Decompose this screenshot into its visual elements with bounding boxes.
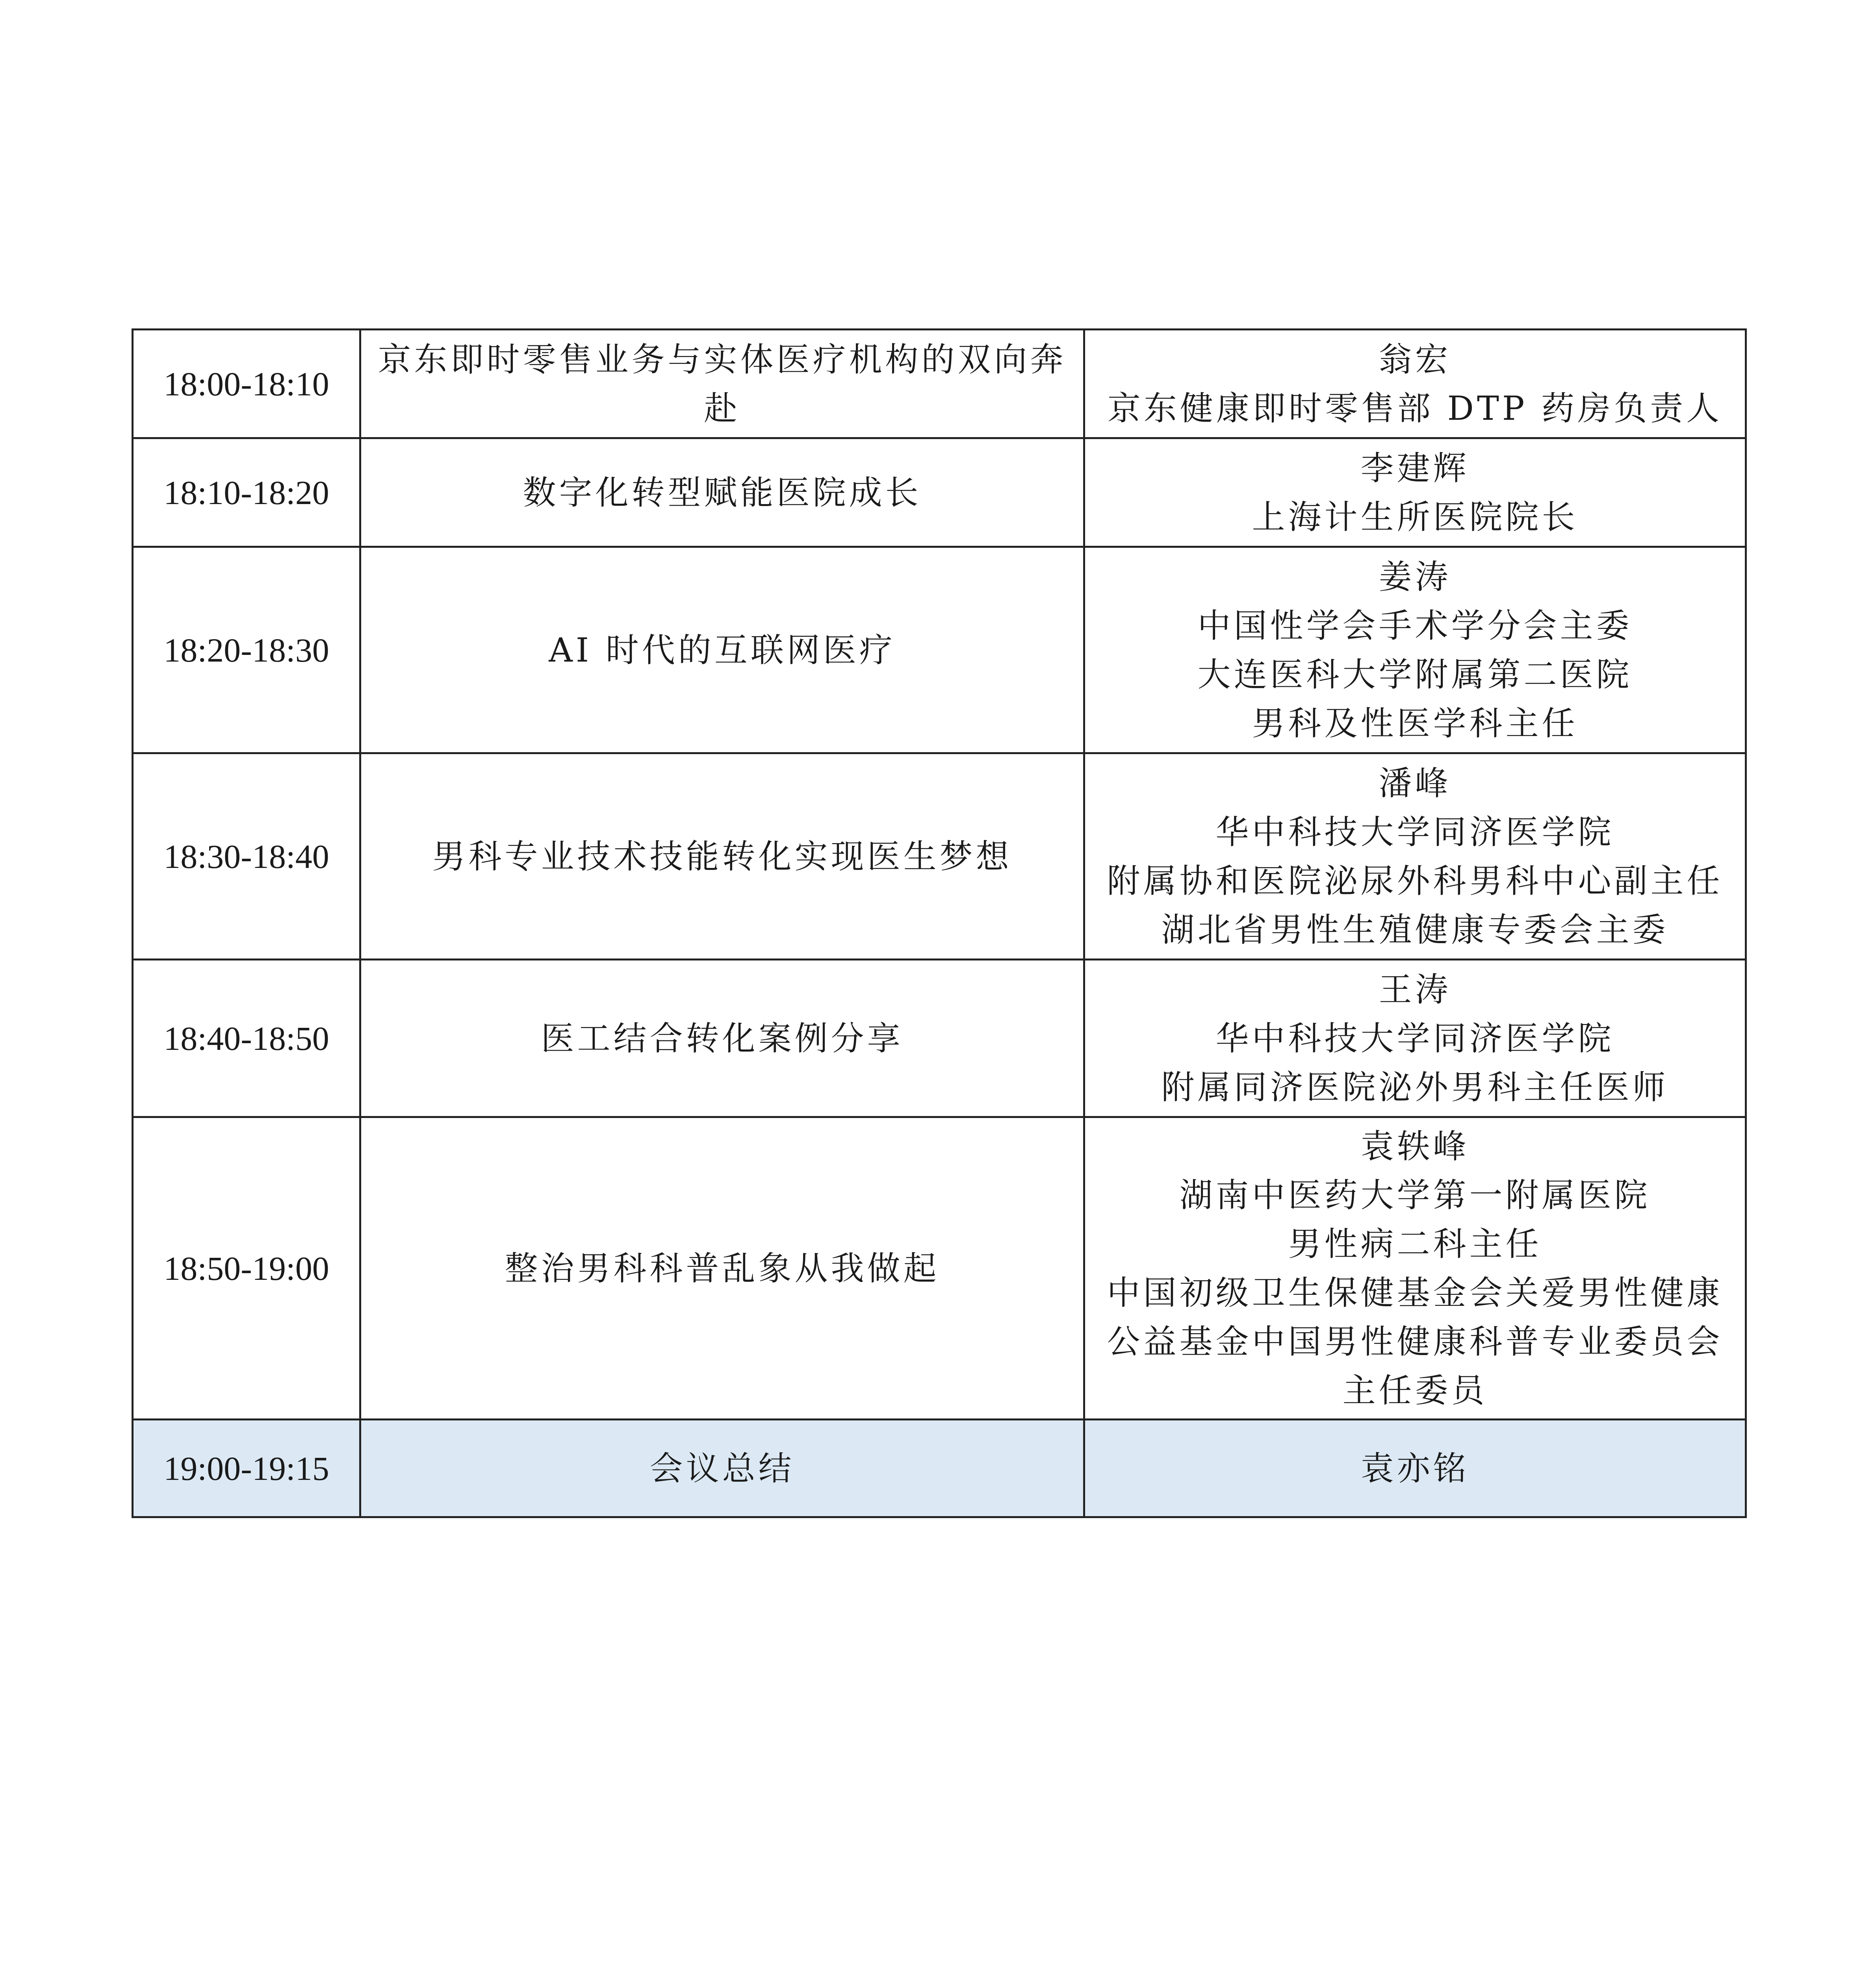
topic-cell: 数字化转型赋能医院成长 bbox=[360, 438, 1084, 547]
topic-cell: 京东即时零售业务与实体医疗机构的双向奔赴 bbox=[360, 330, 1084, 438]
topic-cell: 整治男科科普乱象从我做起 bbox=[360, 1117, 1084, 1420]
speaker-title: 中国性学会手术学分会主委 bbox=[1197, 606, 1633, 645]
speaker-title: 中国初级卫生保健基金会关爱男性健康 bbox=[1107, 1273, 1723, 1312]
speaker-cell bbox=[1084, 330, 1746, 438]
speaker-name: 李建辉 bbox=[1360, 449, 1470, 488]
speaker-cell bbox=[1084, 438, 1746, 547]
topic-cell: 会议总结 bbox=[360, 1420, 1084, 1517]
time-cell: 18:00-18:10 bbox=[133, 330, 360, 438]
schedule-row-summary bbox=[133, 1420, 1746, 1517]
speaker-title: 附属同济医院泌外男科主任医师 bbox=[1161, 1068, 1669, 1107]
time-cell: 18:10-18:20 bbox=[133, 438, 360, 547]
speaker-title: 男性病二科主任 bbox=[1288, 1224, 1542, 1263]
speaker-cell bbox=[1084, 960, 1746, 1117]
time-cell: 19:00-19:15 bbox=[133, 1420, 360, 1517]
time-cell: 18:40-18:50 bbox=[133, 960, 360, 1117]
speaker-cell bbox=[1084, 753, 1746, 960]
speaker-title: 主任委员 bbox=[1342, 1371, 1488, 1410]
topic-cell: 医工结合转化案例分享 bbox=[360, 960, 1084, 1117]
schedule-row bbox=[133, 1117, 1746, 1420]
schedule-row bbox=[133, 960, 1746, 1117]
time-cell: 18:50-19:00 bbox=[133, 1117, 360, 1420]
speaker-title: 公益基金中国男性健康科普专业委员会 bbox=[1107, 1322, 1723, 1361]
schedule-row bbox=[133, 438, 1746, 547]
speaker-title: 华中科技大学同济医学院 bbox=[1215, 1019, 1614, 1058]
speaker-title: 湖南中医药大学第一附属医院 bbox=[1179, 1175, 1651, 1214]
speaker-title: 大连医科大学附属第二医院 bbox=[1197, 655, 1633, 694]
speaker-cell bbox=[1084, 1117, 1746, 1420]
schedule-row bbox=[133, 547, 1746, 753]
topic-cell: AI 时代的互联网医疗 bbox=[360, 547, 1084, 753]
speaker-title: 京东健康即时零售部 DTP 药房负责人 bbox=[1107, 389, 1723, 428]
speaker-title: 华中科技大学同济医学院 bbox=[1215, 812, 1614, 851]
topic-cell: 男科专业技术技能转化实现医生梦想 bbox=[360, 753, 1084, 960]
schedule-row bbox=[133, 753, 1746, 960]
schedule-table bbox=[132, 328, 1747, 1518]
speaker-cell bbox=[1084, 547, 1746, 753]
speaker-cell bbox=[1084, 1420, 1746, 1517]
time-cell: 18:20-18:30 bbox=[133, 547, 360, 753]
speaker-title: 男科及性医学科主任 bbox=[1252, 704, 1578, 743]
speaker-title: 上海计生所医院院长 bbox=[1252, 497, 1578, 536]
speaker-name: 王涛 bbox=[1379, 970, 1451, 1009]
speaker-name: 袁轶峰 bbox=[1360, 1127, 1470, 1166]
speaker-name: 袁亦铭 bbox=[1360, 1449, 1470, 1488]
speaker-name: 姜涛 bbox=[1379, 557, 1451, 596]
time-cell: 18:30-18:40 bbox=[133, 753, 360, 960]
speaker-title: 湖北省男性生殖健康专委会主委 bbox=[1161, 910, 1669, 949]
speaker-name: 翁宏 bbox=[1379, 340, 1451, 379]
schedule-row bbox=[133, 330, 1746, 438]
speaker-title: 附属协和医院泌尿外科男科中心副主任 bbox=[1107, 861, 1723, 900]
speaker-name: 潘峰 bbox=[1379, 764, 1451, 803]
